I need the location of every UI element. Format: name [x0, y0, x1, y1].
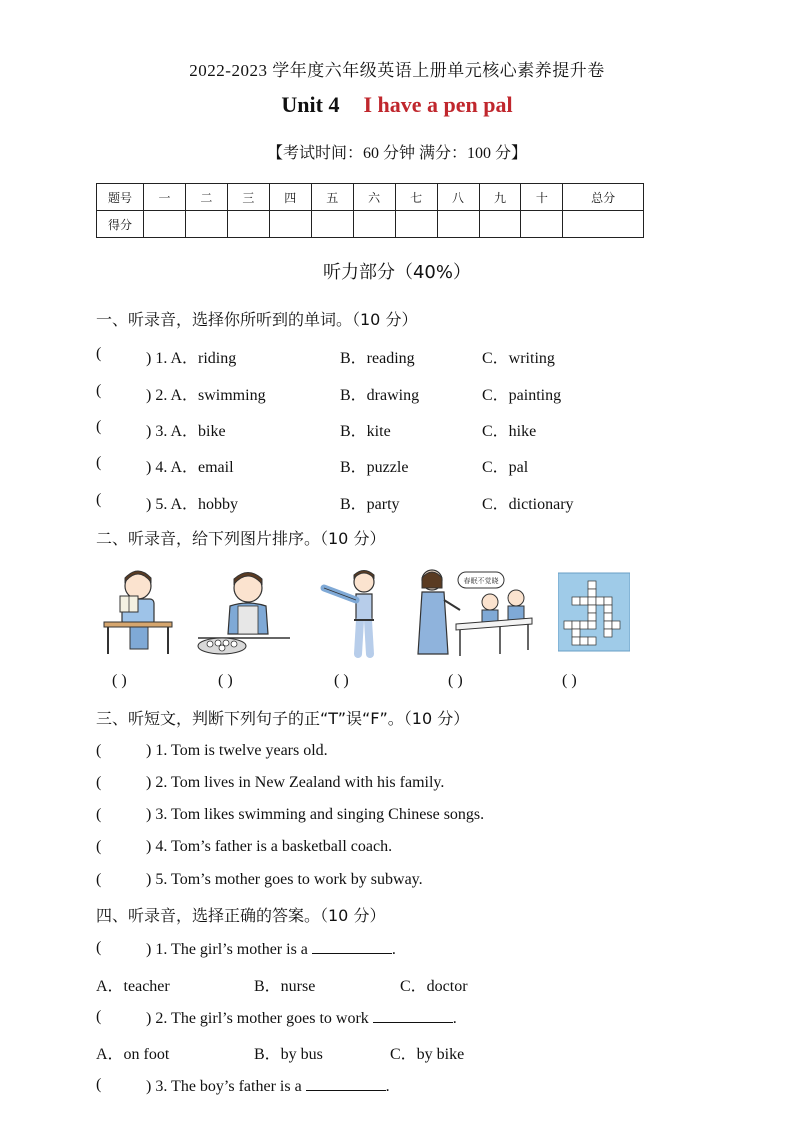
question-2-text — [146, 1008, 457, 1028]
classroom-picture — [416, 566, 534, 658]
question-2-option-b: B．drawing — [340, 387, 420, 404]
exam-title: 2022-2023 学年度六年级英语上册单元核心素养提升卷 — [189, 61, 605, 80]
score-cell: 题号 — [97, 184, 144, 211]
question-1-option-b: B．reading — [340, 350, 415, 367]
section-4-title: 四、听录音，选择正确的答案。（10 分） — [96, 906, 386, 925]
question-1-prompt: ) 1. The girl’s mother is a — [146, 941, 308, 958]
listening-heading: 听力部分（40%） — [322, 262, 471, 283]
question-3-text — [146, 1076, 390, 1096]
question-3-prompt: ) 3. The boy’s father is a — [146, 1078, 302, 1095]
boy-reading-picture — [100, 566, 176, 658]
question-1-period: . — [391, 941, 396, 958]
crossword-puzzle-picture — [558, 566, 630, 658]
question-1-option-c: C．doctor — [400, 978, 468, 995]
boy-kungfu-picture — [318, 566, 380, 658]
question-2-option-a: A．on foot — [96, 1046, 170, 1063]
answer-paren[interactable]: ( — [96, 939, 102, 956]
score-table-header-row — [97, 184, 644, 211]
score-cell: 四 — [269, 184, 311, 211]
question-1-text — [146, 939, 396, 959]
question-2-option-c: C．by bike — [390, 1046, 465, 1063]
score-table-score-row — [97, 211, 644, 238]
score-cell: 总分 — [563, 184, 644, 211]
score-table — [96, 183, 644, 238]
score-cell: 三 — [227, 184, 269, 211]
question-3-blank[interactable] — [306, 1076, 386, 1091]
score-input-cell[interactable] — [563, 211, 644, 238]
answer-paren[interactable]: ( — [96, 774, 102, 791]
question-2-prompt: ) 2. The girl’s mother goes to work — [146, 1010, 369, 1027]
score-cell: 九 — [479, 184, 521, 211]
question-3-option-c: C．hike — [482, 423, 537, 440]
unit-number: Unit 4 — [281, 92, 340, 117]
question-3-period: . — [385, 1078, 390, 1095]
picture-3-answer[interactable]: ( ) — [334, 672, 349, 689]
score-cell: 十 — [521, 184, 563, 211]
score-input-cell[interactable] — [269, 211, 311, 238]
question-5-option-b: B．party — [340, 496, 400, 513]
question-2-blank[interactable] — [373, 1008, 453, 1023]
speech-bubble-text: 春眠不觉晓 — [463, 577, 499, 585]
question-1-option-a: A．teacher — [96, 978, 170, 995]
answer-paren[interactable]: ( — [96, 454, 102, 471]
unit-title — [0, 92, 794, 118]
picture-1-answer[interactable]: ( ) — [112, 672, 127, 689]
question-4-option-c: C．pal — [482, 459, 529, 476]
picture-2-answer[interactable]: ( ) — [218, 672, 233, 689]
picture-4-answer[interactable]: ( ) — [448, 672, 463, 689]
score-input-cell[interactable] — [144, 211, 186, 238]
score-input-cell[interactable] — [479, 211, 521, 238]
question-5-option-a: ) 5. A．hobby — [146, 496, 239, 513]
score-input-cell[interactable] — [311, 211, 353, 238]
answer-paren[interactable]: ( — [96, 345, 102, 362]
question-5-option-c: C．dictionary — [482, 496, 574, 513]
answer-paren[interactable]: ( — [96, 871, 102, 888]
answer-paren[interactable]: ( — [96, 742, 102, 759]
unit-topic: I have a pen pal — [363, 92, 513, 117]
question-2-option-c: C．painting — [482, 387, 562, 404]
score-cell: 二 — [185, 184, 227, 211]
score-input-cell[interactable] — [395, 211, 437, 238]
section-1-title: 一、听录音，选择你所听到的单词。（10 分） — [96, 310, 418, 329]
boy-cooking-picture — [196, 566, 292, 658]
question-1-blank[interactable] — [312, 939, 392, 954]
score-cell: 五 — [311, 184, 353, 211]
answer-paren[interactable]: ( — [96, 491, 102, 508]
picture-5-answer[interactable]: ( ) — [562, 672, 577, 689]
question-2-option-b: B．by bus — [254, 1046, 323, 1063]
question-4-option-b: B．puzzle — [340, 459, 409, 476]
answer-paren[interactable]: ( — [96, 1008, 102, 1025]
score-input-cell[interactable] — [437, 211, 479, 238]
statement-3: ) 3. Tom likes swimming and singing Chinese songs. — [146, 806, 485, 823]
score-cell: 七 — [395, 184, 437, 211]
section-3-title: 三、听短文，判断下列句子的正“T”误“F”。（10 分） — [96, 709, 470, 728]
question-2-period: . — [452, 1010, 457, 1027]
answer-paren[interactable]: ( — [96, 382, 102, 399]
answer-paren[interactable]: ( — [96, 418, 102, 435]
answer-paren[interactable]: ( — [96, 1076, 102, 1093]
question-4-option-a: ) 4. A．email — [146, 459, 234, 476]
question-1-option-c: C．writing — [482, 350, 555, 367]
exam-info: 【考试时间：60 分钟 满分：100 分】 — [266, 145, 527, 162]
score-row-label: 得分 — [97, 211, 144, 238]
score-input-cell[interactable] — [353, 211, 395, 238]
score-cell: 六 — [353, 184, 395, 211]
score-cell: 一 — [144, 184, 186, 211]
statement-2: ) 2. Tom lives in New Zealand with his family. — [146, 774, 445, 791]
statement-4: ) 4. Tom’s father is a basketball coach. — [146, 838, 393, 855]
section-2-title: 二、听录音，给下列图片排序。（10 分） — [96, 529, 386, 548]
question-2-option-a: ) 2. A．swimming — [146, 387, 266, 404]
answer-paren[interactable]: ( — [96, 806, 102, 823]
score-cell: 八 — [437, 184, 479, 211]
score-input-cell[interactable] — [227, 211, 269, 238]
question-3-option-a: ) 3. A．bike — [146, 423, 226, 440]
question-1-option-b: B．nurse — [254, 978, 316, 995]
answer-paren[interactable]: ( — [96, 838, 102, 855]
statement-5: ) 5. Tom’s mother goes to work by subway. — [146, 871, 423, 888]
statement-1: ) 1. Tom is twelve years old. — [146, 742, 328, 759]
score-input-cell[interactable] — [185, 211, 227, 238]
score-input-cell[interactable] — [521, 211, 563, 238]
question-1-option-a: ) 1. A．riding — [146, 350, 237, 367]
question-3-option-b: B．kite — [340, 423, 391, 440]
